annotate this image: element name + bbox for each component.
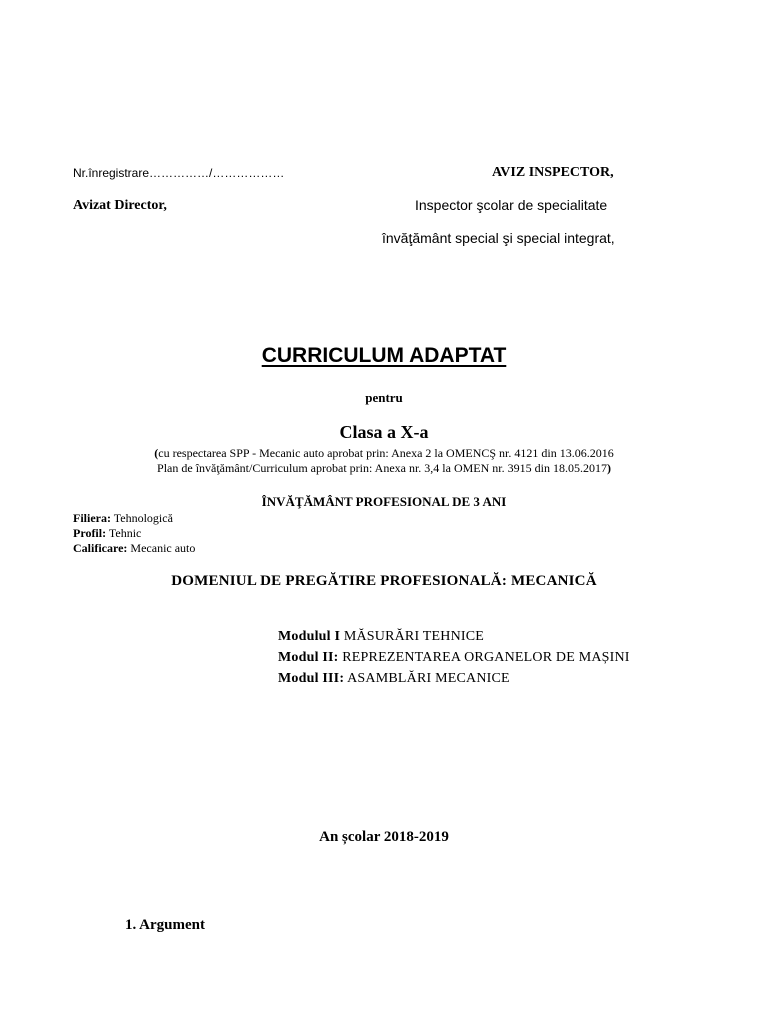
calificare-line (73, 541, 195, 556)
reference-text-1: cu respectarea SPP - Mecanic auto aprobat prin: Anexa 2 la OMENCŞ nr. 4121 din 13.06.2016 (158, 446, 614, 460)
reference-open-paren: ( (154, 446, 159, 460)
module-line (278, 671, 510, 687)
module-line (278, 650, 630, 666)
profil-line (73, 526, 141, 541)
calificare-label: Calificare: (73, 541, 128, 555)
profil-label: Profil: (73, 526, 107, 540)
registration-label: Nr.înregistrare (73, 166, 150, 180)
registration-separator: / (209, 166, 213, 180)
reference-line-1 (0, 446, 768, 461)
inspector-title-line2: învăţământ special şi special integrat, (382, 230, 615, 246)
reference-text-2: Plan de învăţământ/Curriculum aprobat prin: Anexa nr. 3,4 la OMEN nr. 3915 din 18.05.2017 (157, 461, 607, 475)
education-type-heading: ÎNVĂŢĂMÂNT PROFESIONAL DE 3 ANI (261, 494, 507, 509)
document-title-text: CURRICULUM ADAPTAT (261, 344, 507, 367)
module-label: Modul II: (278, 650, 339, 665)
registration-dots-2: ……………… (212, 166, 285, 180)
pentru-label: pentru (365, 390, 403, 405)
inspector-title-line1: Inspector şcolar de specialitate (415, 197, 608, 213)
calificare-value: Mecanic auto (130, 541, 196, 555)
school-year: An școlar 2018-2019 (319, 829, 449, 845)
module-label: Modulul I (278, 629, 341, 644)
domain-heading: DOMENIUL DE PREGĂTIRE PROFESIONALĂ: MECANICĂ (171, 573, 597, 589)
section-heading-argument: 1. Argument (125, 917, 205, 933)
registration-number-line (73, 166, 284, 180)
class-heading: Clasa a X-a (339, 422, 429, 442)
profil-value: Tehnic (108, 526, 142, 540)
module-label: Modul III: (278, 671, 345, 686)
registration-dots-1: …………… (149, 166, 210, 180)
module-name: REPREZENTAREA ORGANELOR DE MAȘINI (342, 650, 630, 665)
module-name: MĂSURĂRI TEHNICE (343, 629, 485, 644)
filiera-line (73, 511, 173, 526)
filiera-label: Filiera: (73, 511, 111, 525)
reference-close-paren: ) (606, 461, 611, 475)
avizat-director-label: Avizat Director, (73, 198, 167, 213)
module-name: ASAMBLĂRI MECANICE (347, 671, 510, 686)
filiera-value: Tehnologică (113, 511, 173, 525)
reference-line-2 (0, 461, 768, 476)
aviz-inspector-heading: AVIZ INSPECTOR, (492, 165, 614, 180)
module-line (278, 629, 484, 645)
document-title (0, 344, 768, 368)
